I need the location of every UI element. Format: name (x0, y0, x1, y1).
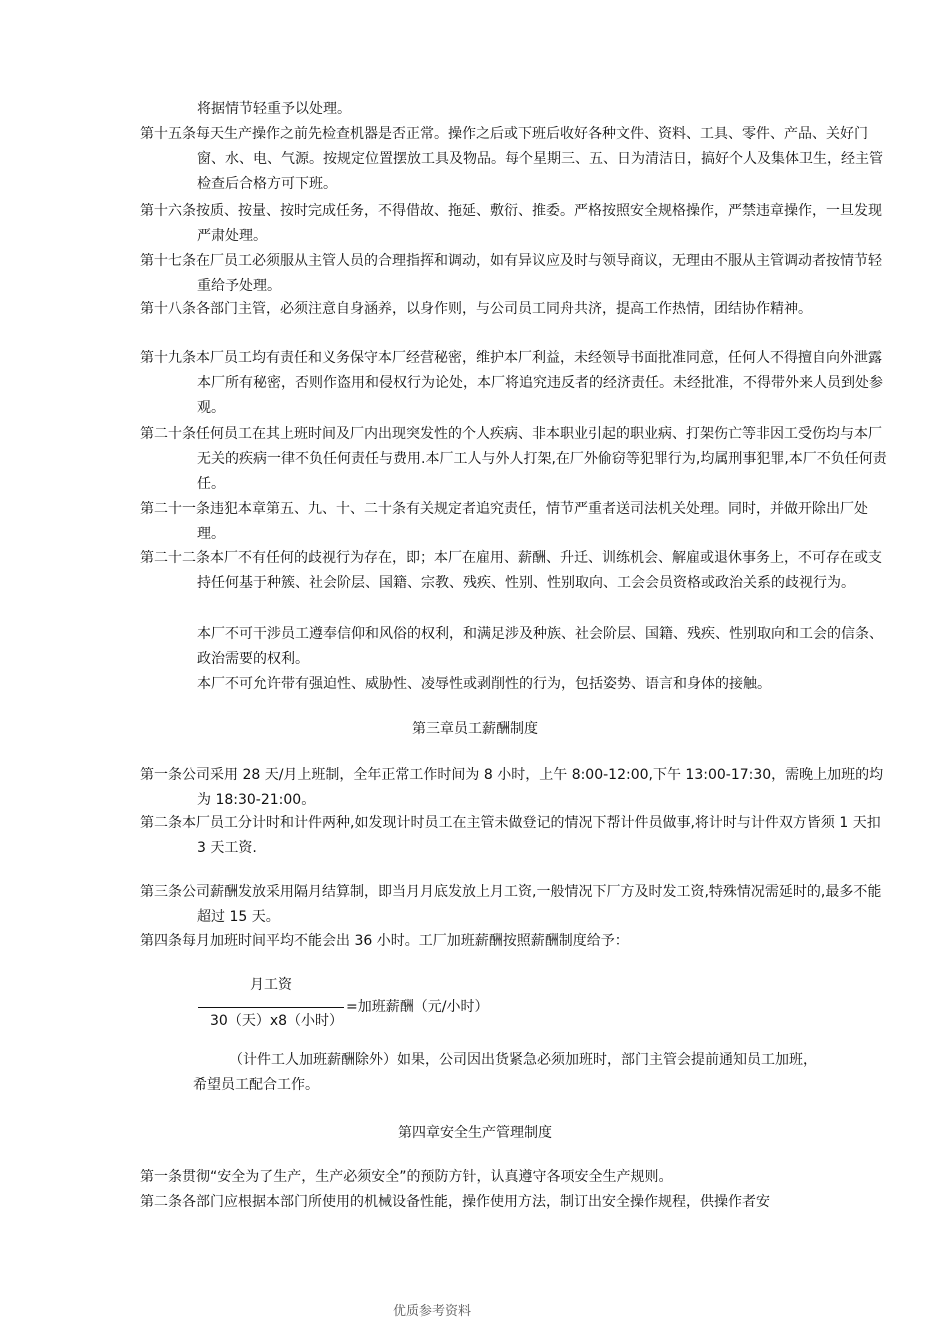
page-footer: 优质参考资料 (393, 1304, 472, 1319)
chapter-4-article-2: 第二条各部门应根据本部门所使用的机械设备性能，操作使用方法，制订出安全操作规程，供操作者安 (140, 1194, 770, 1210)
article-16: 第十六条按质、按量、按时完成任务，不得借故、拖延、敷衍、推委。严格按照安全规格操作，严禁违章操作，一旦发现严肃处理。 (140, 203, 882, 244)
chapter-3-title: 第三章员工薪酬制度 (412, 721, 538, 737)
chapter-3-article-1: 第一条公司采用 28 天/月上班制，全年正常工作时间为 8 小时，上午 8:00-12:00,下午 13:00-17:30，需晚上加班的均为 18:30-21:00。 (140, 767, 884, 808)
article-22-paragraph-2: 本厂不可干涉员工遵奉信仰和风俗的权利，和满足涉及种族、社会阶层、国籍、残疾、性别取向和工会的信条、政治需要的权利。 (197, 626, 883, 667)
article-22-paragraph-3: 本厂不可允许带有强迫性、威胁性、凌辱性或剥削性的行为，包括姿势、语言和身体的接触。 (197, 676, 771, 692)
overtime-note: （计件工人加班薪酬除外）如果，公司因出货紧急必须加班时，部门主管会提前通知员工加班，希望员工配合工作。 (193, 1052, 817, 1093)
article-18: 第十八条各部门主管，必须注意自身涵养，以身作则，与公司员工同舟共济，提高工作热情，团结协作精神。 (140, 301, 812, 317)
chapter-4-article-1: 第一条贯彻“安全为了生产，生产必须安全”的预防方针，认真遵守各项安全生产规则。 (140, 1169, 673, 1185)
article-22: 第二十二条本厂不有任何的歧视行为存在，即；本厂在雇用、薪酬、升迁、训练机会、解雇或退休事务上，不可存在或支持任何基于种簇、社会阶层、国籍、宗教、残疾、性别、性别取向、工会会员资格或政治关系的歧视行为。 (140, 550, 882, 591)
chapter-3-article-4: 第四条每月加班时间平均不能会出 36 小时。工厂加班薪酬按照薪酬制度给予： (140, 933, 629, 949)
article-15: 第十五条每天生产操作之前先检查机器是否正常。操作之后或下班后收好各种文件、资料、工具、零件、产品、关好门窗、水、电、气源。按规定位置摆放工具及物品。每个星期三、五、日为清洁日，搞好个人及集体卫生，经主管检查后合格方可下班。 (140, 126, 883, 192)
article-19: 第十九条本厂员工均有责任和义务保守本厂经营秘密，维护本厂利益，未经领导书面批准同意，任何人不得擅自向外泄露本厂所有秘密，否则作盗用和侵权行为论处，本厂将追究违反者的经济责任。未经批准，不得带外来人员到处参观。 (140, 350, 883, 416)
fraction-bar (198, 1007, 344, 1008)
chapter-4-title: 第四章安全生产管理制度 (398, 1125, 552, 1141)
formula-numerator: 月工资 (250, 977, 292, 993)
article-21: 第二十一条违犯本章第五、九、十、二十条有关规定者追究责任，情节严重者送司法机关处理。同时，并做开除出厂处理。 (140, 501, 868, 542)
formula-result: =加班薪酬（元/小时） (346, 999, 489, 1015)
formula-denominator: 30（天）x8（小时） (210, 1013, 344, 1029)
chapter-3-article-2: 第二条本厂员工分计时和计件两种,如发现计时员工在主管未做登记的情况下帮计件员做事,将计时与计件双方皆须 1 天扣 3 天工资. (140, 815, 881, 856)
paragraph-continuation: 将据情节轻重予以处理。 (197, 101, 351, 117)
chapter-3-article-3: 第三条公司薪酬发放采用隔月结算制，即当月月底发放上月工资,一般情况下厂方及时发工资,特殊情况需延时的,最多不能超过 15 天。 (140, 884, 882, 925)
article-17: 第十七条在厂员工必须服从主管人员的合理指挥和调动，如有异议应及时与领导商议，无理由不服从主管调动者按情节轻重给予处理。 (140, 253, 882, 294)
article-20: 第二十条任何员工在其上班时间及厂内出现突发性的个人疾病、非本职业引起的职业病、打架伤亡等非因工受伤均与本厂无关的疾病一律不负任何责任与费用.本厂工人与外人打架,在厂外偷窃等犯罪行为,均属刑事犯罪,本厂不负任何责任。 (140, 426, 887, 492)
